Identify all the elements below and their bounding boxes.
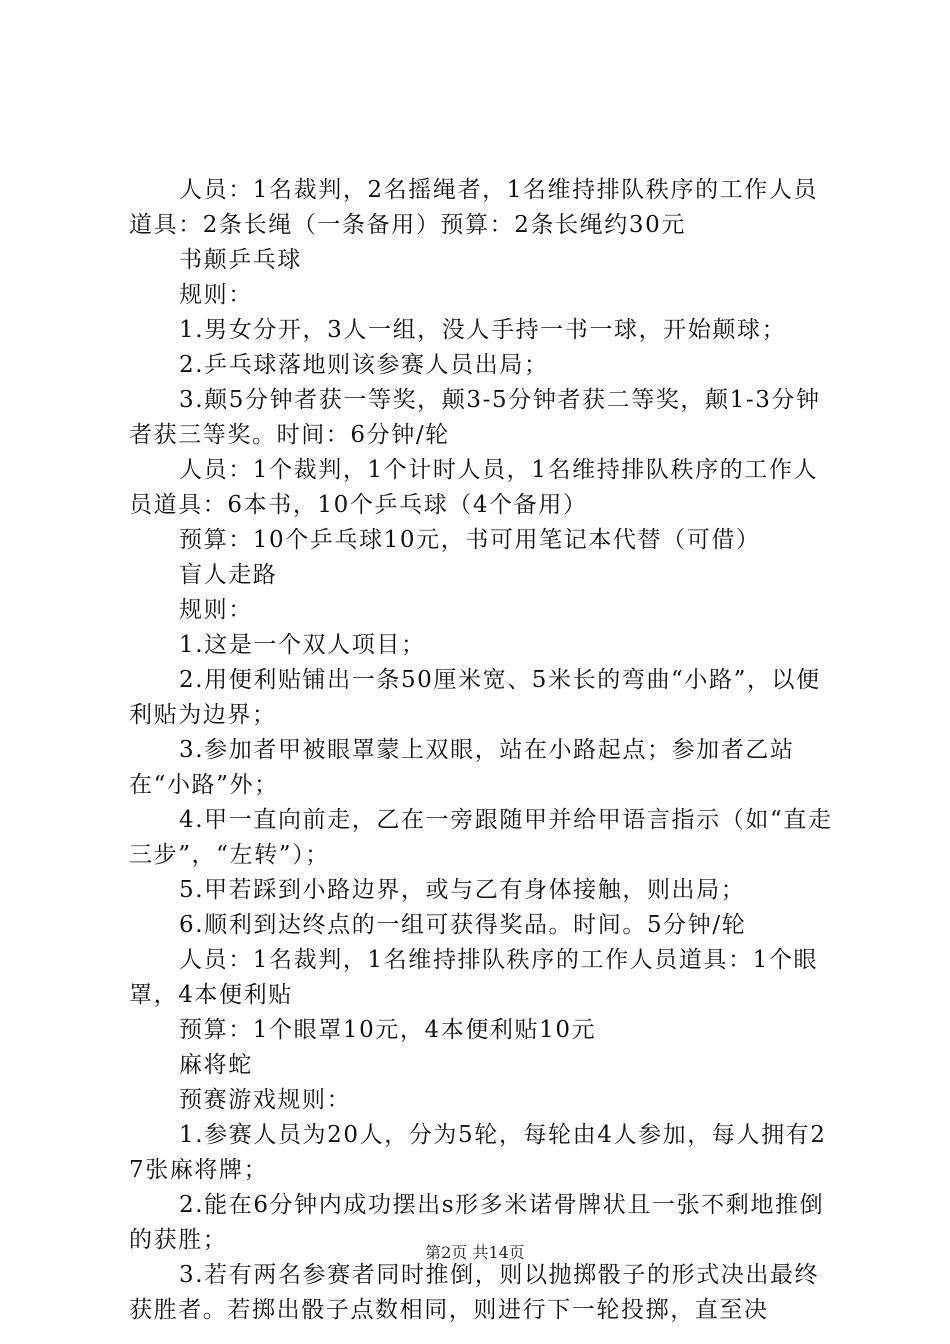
paragraph: 规则：: [179, 282, 253, 308]
paragraph: 预赛游戏规则：: [179, 1087, 352, 1113]
section-title: 麻将蛇: [179, 1052, 253, 1078]
paragraph: 预算：1个眼罩10元，4本便利贴10元: [179, 1017, 597, 1043]
paragraph: 人员：1个裁判，1个计时人员，1名维持排队秩序的工作人员道具：6本书，10个乒乓球（4个备用）: [129, 457, 819, 518]
paragraph: 3.若有两名参赛者同时推倒，则以抛掷骰子的形式决出最终获胜者。若掷出骰子点数相同，则进行下一轮投掷，直至决: [129, 1262, 820, 1323]
paragraph: 1.男女分开，3人一组，没人手持一书一球，开始颠球；: [179, 317, 787, 343]
paragraph: 6.顺利到达终点的一组可获得奖品。时间。5分钟/轮: [179, 912, 747, 938]
paragraph: 2.能在6分钟内成功摆出s形多米诺骨牌状且一张不剩地推倒的获胜；: [129, 1192, 825, 1253]
section-title: 书颠乒乓球: [179, 247, 302, 273]
paragraph: 4.甲一直向前走，乙在一旁跟随甲并给甲语言指示（如“直走三步”，“左转”）；: [129, 807, 833, 868]
body-text: [129, 173, 834, 1328]
paragraph: 1.这是一个双人项目；: [179, 632, 426, 658]
paragraph: 2.用便利贴铺出一条50厘米宽、5米长的弯曲“小路”，以便利贴为边界；: [129, 667, 821, 728]
paragraph: 3.参加者甲被眼罩蒙上双眼，站在小路起点；参加者乙站在“小路”外；: [129, 737, 795, 798]
paragraph: 3.颠5分钟者获一等奖，颠3-5分钟者获二等奖，颠1-3分钟者获三等奖。时间：6分钟/轮: [129, 387, 821, 448]
section-title: 盲人走路: [179, 562, 278, 588]
paragraph: 人员：1名裁判，2名摇绳者，1名维持排队秩序的工作人员道具：2条长绳（一条备用）预算：2条长绳约30元: [129, 177, 819, 238]
paragraph: 预算：10个乒乓球10元，书可用笔记本代替（可借）: [179, 527, 761, 553]
page-footer: [0, 1243, 950, 1263]
paragraph: 规则：: [179, 597, 253, 623]
paragraph: 人员：1名裁判，1名维持排队秩序的工作人员道具：1个眼罩，4本便利贴: [129, 947, 819, 1008]
paragraph: 5.甲若踩到小路边界，或与乙有身体接触，则出局；: [179, 877, 746, 903]
paragraph: 1.参赛人员为20人，分为5轮，每轮由4人参加，每人拥有27张麻将牌；: [129, 1122, 827, 1183]
paragraph: 2.乒乓球落地则该参赛人员出局；: [179, 352, 549, 378]
page-number: 第2页 共14页: [425, 1243, 525, 1262]
